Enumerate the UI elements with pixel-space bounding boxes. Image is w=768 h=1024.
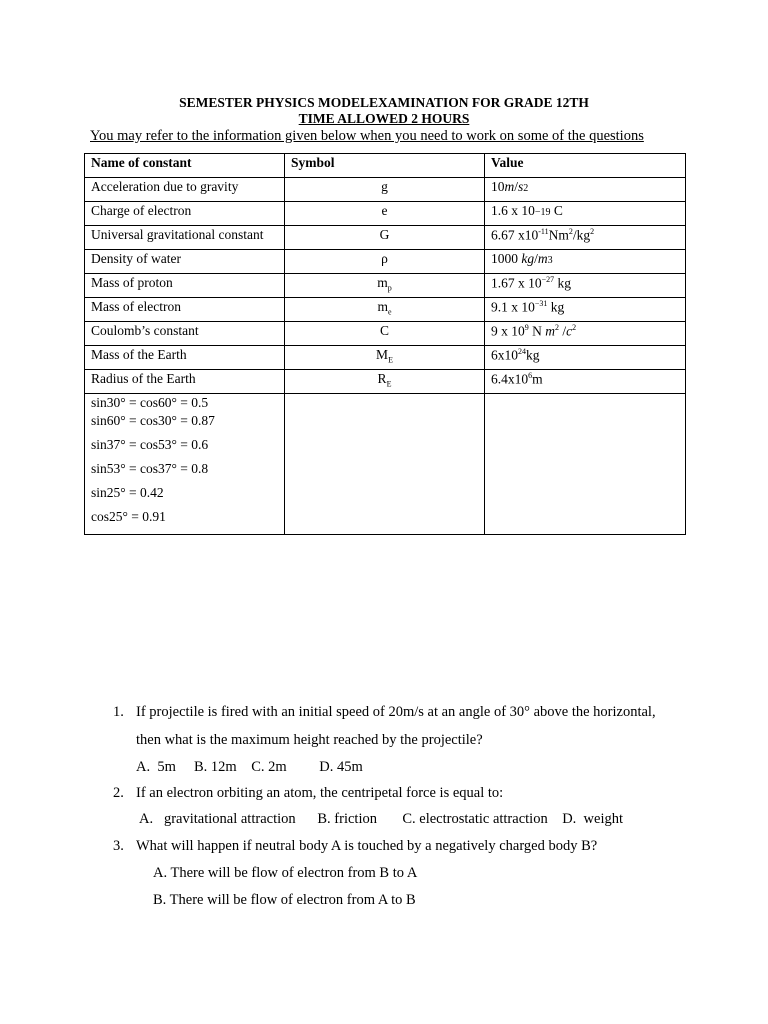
constant-name: Charge of electron <box>85 202 285 226</box>
constant-value: 1000 kg/m3 <box>485 250 686 274</box>
exam-title: SEMESTER PHYSICS MODELEXAMINATION FOR GRADE 12TH <box>179 95 589 110</box>
trig-row <box>85 394 686 535</box>
header-symbol: Symbol <box>285 154 485 178</box>
constant-value: 1.67 x $10^{-27}$ kg <box>485 274 686 298</box>
table-row <box>85 322 686 346</box>
constant-name: Radius of the Earth <box>85 370 285 394</box>
constant-value: 10m/s2 <box>485 178 686 202</box>
constant-name: Mass of proton <box>85 274 285 298</box>
question-1-text: If projectile is fired with an initial speed of 20m/s at an angle of 30° above the horizontal, <box>136 704 656 720</box>
constant-value: 1.6 x 10−19 C <box>485 202 686 226</box>
trig-line: sin37° = cos53° = 0.6 <box>91 437 209 452</box>
constant-value: 9.1 x $10^{-31}$ kg <box>485 298 686 322</box>
trig-values-cell <box>85 394 285 535</box>
trig-line: cos25° = 0.91 <box>91 509 166 524</box>
question-1-options: A. 5m B. 12m C. 2m D. 45m <box>136 759 363 775</box>
constant-symbol: G <box>285 226 485 250</box>
table-row <box>85 370 686 394</box>
constant-symbol: $M_E$ <box>285 346 485 370</box>
constant-symbol: g <box>285 178 485 202</box>
table-row <box>85 250 686 274</box>
question-1-text-cont: then what is the maximum height reached by the projectile? <box>136 732 483 748</box>
table-row <box>85 298 686 322</box>
question-3-option-b: B. There will be flow of electron from A to B <box>153 892 416 908</box>
constant-name: Mass of electron <box>85 298 285 322</box>
constants-table <box>84 153 686 535</box>
question-1-number: 1. <box>113 704 124 720</box>
constant-symbol: $m_e$ <box>285 298 485 322</box>
question-3-text: What will happen if neutral body A is touched by a negatively charged body B? <box>136 838 598 854</box>
empty-cell <box>485 394 686 535</box>
trig-line: sin53° = cos37° = 0.8 <box>91 461 209 476</box>
constant-value: $6.4x10^6m$ <box>485 370 686 394</box>
question-3-option-a: A. There will be flow of electron from B to A <box>153 865 418 881</box>
constant-value: 9 x $10^9$ N $m^2$ $/c^2$ <box>485 322 686 346</box>
trig-line: sin30° = cos60° = 0.5 <box>91 395 209 410</box>
question-2-number: 2. <box>113 785 124 801</box>
intro-text: You may refer to the information given below when you need to work on some of the questions <box>90 128 644 144</box>
table-header-row <box>85 154 686 178</box>
constant-name: Coulomb’s constant <box>85 322 285 346</box>
question-3-number: 3. <box>113 838 124 854</box>
constant-symbol: e <box>285 202 485 226</box>
constant-symbol: $R_E$ <box>285 370 485 394</box>
header-name: Name of constant <box>85 154 285 178</box>
table-row <box>85 202 686 226</box>
constant-symbol: ρ <box>285 250 485 274</box>
question-2-options: A. gravitational attraction B. friction C. electrostatic attraction D. weight <box>139 811 624 827</box>
question-2-text: If an electron orbiting an atom, the centripetal force is equal to: <box>136 785 504 801</box>
trig-line: sin60° = cos30° = 0.87 <box>91 413 215 428</box>
constant-name: Density of water <box>85 250 285 274</box>
table-row <box>85 274 686 298</box>
table-row <box>85 226 686 250</box>
header-value: Value <box>485 154 686 178</box>
constant-name: Mass of the Earth <box>85 346 285 370</box>
empty-cell <box>285 394 485 535</box>
table-row <box>85 178 686 202</box>
table-row <box>85 346 686 370</box>
constant-value: 6.67 $x10^{-11}Nm^2/kg^2$ <box>485 226 686 250</box>
constant-symbol: $m_p$ <box>285 274 485 298</box>
constant-symbol: C <box>285 322 485 346</box>
constant-name: Universal gravitational constant <box>85 226 285 250</box>
constant-name: Acceleration due to gravity <box>85 178 285 202</box>
time-allowed: TIME ALLOWED 2 HOURS <box>298 111 470 126</box>
constant-value: $6x10^{24}kg$ <box>485 346 686 370</box>
trig-line: sin25° = 0.42 <box>91 485 164 500</box>
